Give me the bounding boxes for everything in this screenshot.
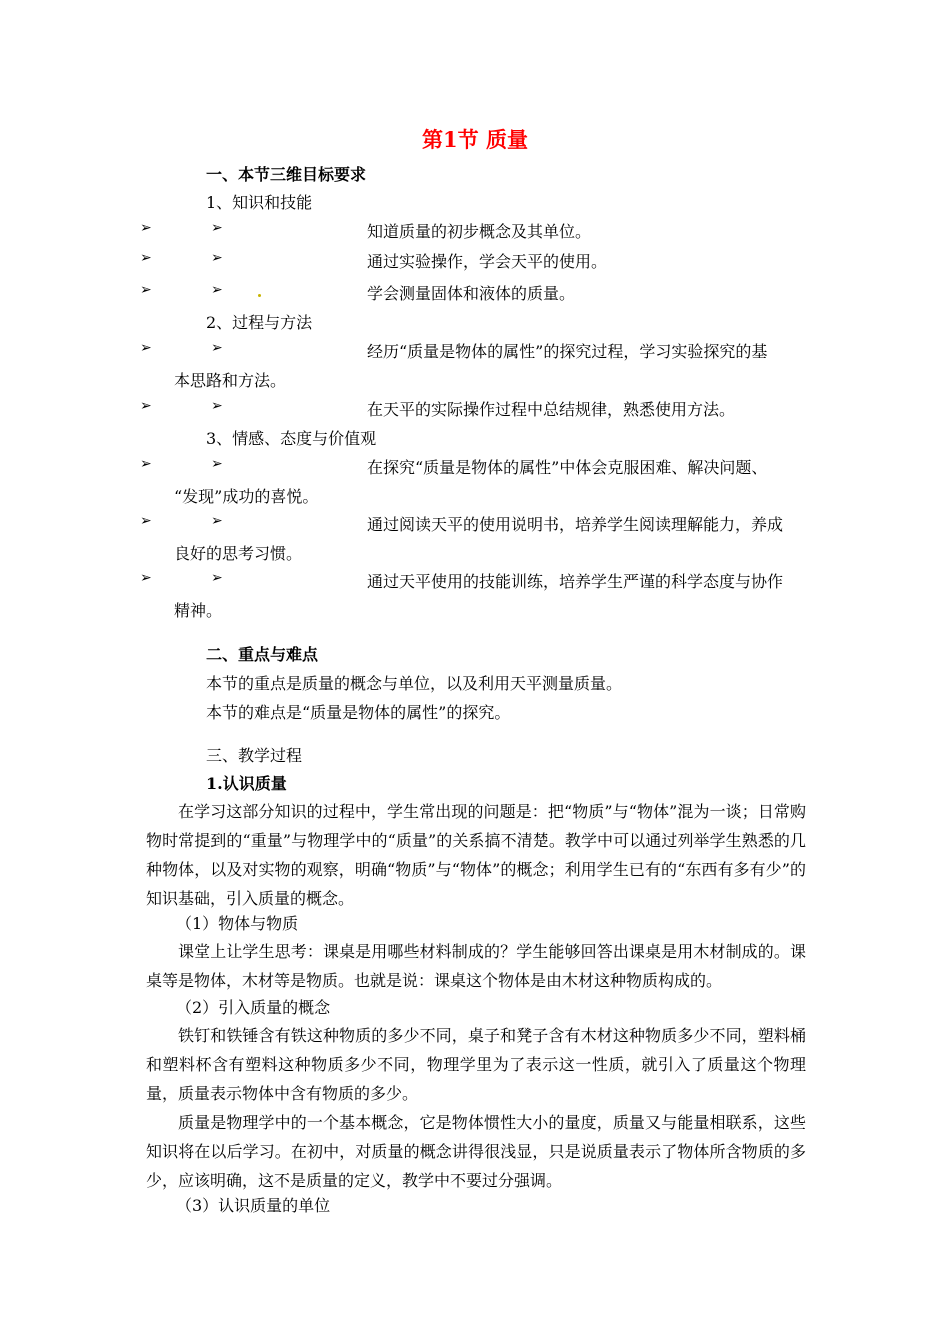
item-text: 通过天平使用的技能训练，培养学生严谨的科学态度与协作 xyxy=(367,572,784,591)
mark-dot xyxy=(258,294,261,297)
bullet-arrow-icon: ➢ xyxy=(211,456,223,472)
bullet-arrow-icon: ➢ xyxy=(211,570,223,586)
subsection-heading: 1.认识质量 xyxy=(206,774,287,793)
bullet-arrow-icon: ➢ xyxy=(211,398,223,414)
bullet-arrow-icon: ➢ xyxy=(140,340,152,356)
page-title: 第1节 质量 xyxy=(422,127,528,152)
item-text-continued: 本思路和方法。 xyxy=(174,371,287,390)
section2-heading: 二、重点与难点 xyxy=(206,645,319,664)
knowledge-heading: 1、知识和技能 xyxy=(206,193,313,212)
section3-heading: 三、教学过程 xyxy=(206,746,303,765)
paragraph: 铁钉和铁锤含有铁这种物质的多少不同，桌子和凳子含有木材这种物质多少不同，塑料桶和塑料杯含有塑料这种物质多少不同，物理学里为了表示这一性质，就引入了质量这个物理量，质量表示物体中含有物质的多少。 xyxy=(146,1026,806,1103)
key-point: 本节的重点是质量的概念与单位，以及利用天平测量质量。 xyxy=(206,674,623,693)
bullet-arrow-icon: ➢ xyxy=(140,220,152,236)
item-text: 通过阅读天平的使用说明书，培养学生阅读理解能力，养成 xyxy=(367,515,784,534)
bullet-arrow-icon: ➢ xyxy=(211,220,223,236)
bullet-arrow-icon: ➢ xyxy=(211,282,223,298)
item-text: 学会测量固体和液体的质量。 xyxy=(367,284,576,303)
bullet-arrow-icon: ➢ xyxy=(140,282,152,298)
item-text: 在天平的实际操作过程中总结规律，熟悉使用方法。 xyxy=(367,400,736,419)
bullet-arrow-icon: ➢ xyxy=(211,513,223,529)
item-text: 在探究“质量是物体的属性”中体会克服困难、解决问题、 xyxy=(367,458,768,477)
subsection-label: （1）物体与物质 xyxy=(176,914,299,933)
difficulty-point: 本节的难点是“质量是物体的属性”的探究。 xyxy=(206,703,511,722)
subsection-label: （2）引入质量的概念 xyxy=(176,998,331,1017)
bullet-arrow-icon: ➢ xyxy=(211,340,223,356)
item-text-continued: 精神。 xyxy=(174,601,223,620)
paragraph: 在学习这部分知识的过程中，学生常出现的问题是：把“物质”与“物体”混为一谈；日常购物时常提到的“重量”与物理学中的“质量”的关系搞不清楚。教学中可以通过列举学生熟悉的几种物体，以及对实物的观察，明确“物质”与“物体”的概念；利用学生已有的“东西有多有少”的知识基础，引入质量的概念。 xyxy=(146,802,806,908)
item-text: 经历“质量是物体的属性”的探究过程，学习实验探究的基 xyxy=(367,342,768,361)
bullet-arrow-icon: ➢ xyxy=(140,250,152,266)
paragraph: 课堂上让学生思考：课桌是用哪些材料制成的？学生能够回答出课桌是用木材制成的。课桌等是物体，木材等是物质。也就是说：课桌这个物体是由木材这种物质构成的。 xyxy=(146,942,806,990)
bullet-arrow-icon: ➢ xyxy=(211,250,223,266)
subsection-label: （3）认识质量的单位 xyxy=(176,1196,331,1215)
paragraph: 质量是物理学中的一个基本概念，它是物体惯性大小的量度，质量又与能量相联系，这些知识将在以后学习。在初中，对质量的概念讲得很浅显，只是说质量表示了物体所含物质的多少，应该明确，这不是质量的定义，教学中不要过分强调。 xyxy=(146,1113,806,1190)
item-text: 通过实验操作，学会天平的使用。 xyxy=(367,252,608,271)
bullet-arrow-icon: ➢ xyxy=(140,456,152,472)
bullet-arrow-icon: ➢ xyxy=(140,398,152,414)
item-text-continued: “发现”成功的喜悦。 xyxy=(174,487,319,506)
item-text-continued: 良好的思考习惯。 xyxy=(174,544,303,563)
process-heading: 2、过程与方法 xyxy=(206,313,313,332)
bullet-arrow-icon: ➢ xyxy=(140,513,152,529)
bullet-arrow-icon: ➢ xyxy=(140,570,152,586)
section1-heading: 一、本节三维目标要求 xyxy=(206,165,367,184)
emotion-heading: 3、情感、态度与价值观 xyxy=(206,429,377,448)
item-text: 知道质量的初步概念及其单位。 xyxy=(367,222,592,241)
